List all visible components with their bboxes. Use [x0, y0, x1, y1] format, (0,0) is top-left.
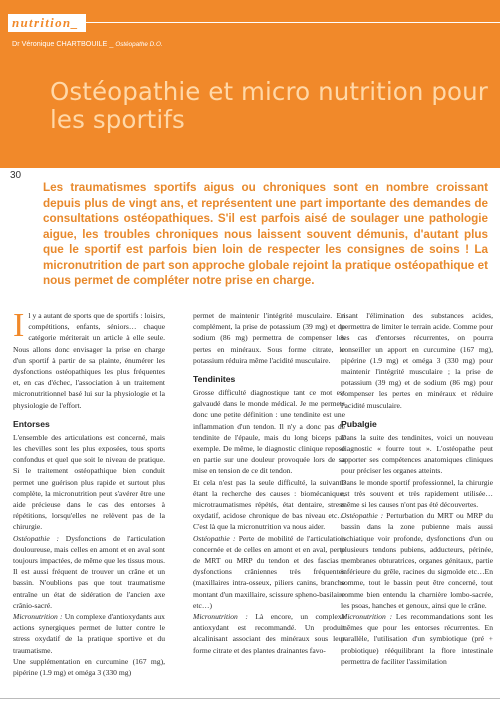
paragraph: [13, 533, 165, 611]
paragraph-text: Dysfonctions de l'articulation douloureuse, mais celles en amont et en aval sont toujours impactées, de même que les tissus mous. Il est aussi fréquent de trouver un crâne et un bassin. N'oublions pas que tout traumatisme entraîne un état de sidération de l'ancien axe crânio-sacré.: [13, 533, 166, 610]
author-role: Ostéopathe D.O.: [115, 41, 163, 48]
label-micronutrition: Micronutrition :: [13, 612, 63, 622]
paragraph: [193, 611, 345, 656]
paragraph: risant l'élimination des substances acides, permettra de limiter le terrain acide. Comme pour les cas d'entorses récurrentes, on pourra conseiller un apport en curcumine (167 mg), pipérine (1.9 mg) et oméga 3 (330 mg) pour maintenir l'intégrité musculaire ; la prise de potassium (39 mg) et de sodium (86 mg) pour compenser les pertes en minéraux et réduire l'acidité musculaire.: [341, 311, 493, 410]
label-osteopathie: Ostéopathie :: [193, 533, 236, 543]
section-label: nutrition_: [12, 15, 80, 30]
lead-paragraph: Les traumatismes sportifs aigus ou chroniques sont en nombre croissant depuis plus de vingt ans, et représentent une part importante des demandes de consultations ostéopathiques. S'il est parfois aisé de soulager une pathologie aigue, les troubles chroniques nous laissent souvent démunis, d'autant plus que le sportif est parfois bien loin de respecter les consignes de soins ! La micronutrition de part son approche globale rejoint la pratique ostéopathique et nous permet de compléter notre prise en charge.: [43, 181, 488, 287]
heading-tendinites: Tendinites: [193, 374, 236, 385]
byline: [12, 39, 163, 48]
heading-entorses: Entorses: [13, 418, 50, 429]
article-title: Ostéopathie et micro nutrition pour les sportifs: [50, 77, 488, 134]
drop-cap: I: [13, 307, 25, 344]
paragraph-text: Là encore, un complexe antioxydant est recommandé. Un produit alcalinisant associant des minéraux sous leur forme citrate et des plantes drainantes favo-: [193, 612, 345, 655]
column-3: [341, 310, 493, 667]
column-2: [193, 310, 345, 656]
paragraph-text: Les recommandations sont les mêmes que pour les entorses récurrentes. En parallèle, l'utilisation d'un symbiotique (pré + probiotique) rééquilibrant la flore intestinale permettra de faciliter l'assimilation: [341, 612, 493, 666]
label-micronutrition: Micronutrition :: [193, 612, 248, 622]
paragraph: [13, 611, 165, 656]
paragraph: [193, 533, 345, 611]
paragraph-text: Perte de mobilité de l'articulation concernée et de celles en amont et en aval, perte de MRT ou MRP du tendon et des fascias ; dysfonctions crâniennes très fréquentes (maxillaires intra-osseux, piliers canins, branche montant d'un maxillaire, scissure spheno-basilaire etc…): [193, 533, 345, 610]
paragraph: [341, 611, 493, 667]
paragraph: Dans le monde sportif professionnel, la chirurgie est très souvent et très rapidement utilisée…même si les causes n'ont pas été découvertes.: [341, 477, 493, 510]
section-tag: [8, 14, 86, 32]
header-banner: [0, 0, 500, 168]
paragraph: L'ensemble des articulations est concerné, mais les chevilles sont les plus exposées, tous sports confondus et quel que soit le niveau de pratique. Si le traitement ostéopathique bien conduit permet une guérison plus rapide et surtout plus complète, la micronutrition peut s'avérer être une aide précieuse dans le cas des entorses à répétitions, lorsqu'elles ne relèvent pas de la chirurgie.: [13, 432, 165, 532]
label-osteopathie: Ostéopathie :: [13, 533, 59, 543]
paragraph: Et cela n'est pas la seule difficulté, la suivante étant la recherche des causes : biomécanique, microtraumatismes répétés, état dentaire, stress oxydatif, acidose chronique de bas niveau etc… C'est là que la micronutrition va nous aider.: [193, 477, 345, 532]
intro-paragraph: [13, 307, 165, 411]
footer-rule: [0, 698, 500, 699]
label-osteopathie: Ostéopathie :: [341, 511, 384, 521]
paragraph-text: Perturbation du MRT ou MRP du bassin dans la zone pubienne mais aussi ischiatique voir profonde, dysfonctions d'un ou plusieurs tendons pubiens, adducteurs, périnée, membranes obturatrices, organes génitaux, partie inférieure du grêle, racines du sigmoïde etc…En somme, tout le bassin peut être concerné, tout comme bien entendu la charnière lombo-sacrée, les psoas, hanches et genoux, ainsi que le crâne.: [341, 511, 493, 610]
author-name: Dr Véronique CHARTBOUILE _: [12, 39, 114, 48]
page-number: 30: [10, 170, 22, 181]
section-divider: [86, 22, 500, 23]
paragraph: Grosse difficulté diagnostique tant ce mot est galvaudé dans le monde médical. Je me permets donc une petite définition : une tendinite est une inflammation d'un tendon. Il n'y a donc pas de tendinite de l'épaule, mais du long biceps par exemple. De même, le diagnostic clinique repose en partie sur une douleur provoquée lors de sa mise en tension de ce dit tendon.: [193, 388, 345, 476]
column-1: [13, 307, 166, 678]
paragraph-text: Un complexe d'antioxydants aux actions synergiques permet de lutter contre le stress oxydatif de la pratique sportive et du traumatisme.: [13, 612, 165, 655]
paragraph: permet de maintenir l'intégrité musculaire. En complément, la prise de potassium (39 mg) et de sodium (86 mg) permettra de compenser les pertes en minéraux. Sous forme citrate, le potassium réduira même l'acidité musculaire.: [193, 311, 345, 365]
paragraph: Une supplémentation en curcumine (167 mg), pipérine (1.9 mg) et oméga 3 (330 mg): [13, 656, 165, 678]
heading-pubalgie: Pubalgie: [341, 418, 377, 429]
paragraph: [341, 510, 493, 611]
intro-text: l y a autant de sports que de sportifs : loisirs, compétitions, enfants, séniors… chaque catégorie mériterait un article à elle seule. Nous allons donc envisager la prise en charge d'un sportif à partir de sa plainte, énumérer les dysfonctions ostéopathiques les plus fréquentes et, en cas d'échec, l'association à un traitement micronutritionnel basé lui sur la physiologie et la physiologie de l'effort.: [13, 311, 165, 410]
paragraph: Dans la suite des tendinites, voici un nouveau diagnostic « fourre tout ». L'ostéopathe peut apporter ses compétences anatomiques cliniques pour préciser les organes atteints.: [341, 432, 493, 476]
label-micronutrition: Micronutrition :: [341, 612, 393, 622]
